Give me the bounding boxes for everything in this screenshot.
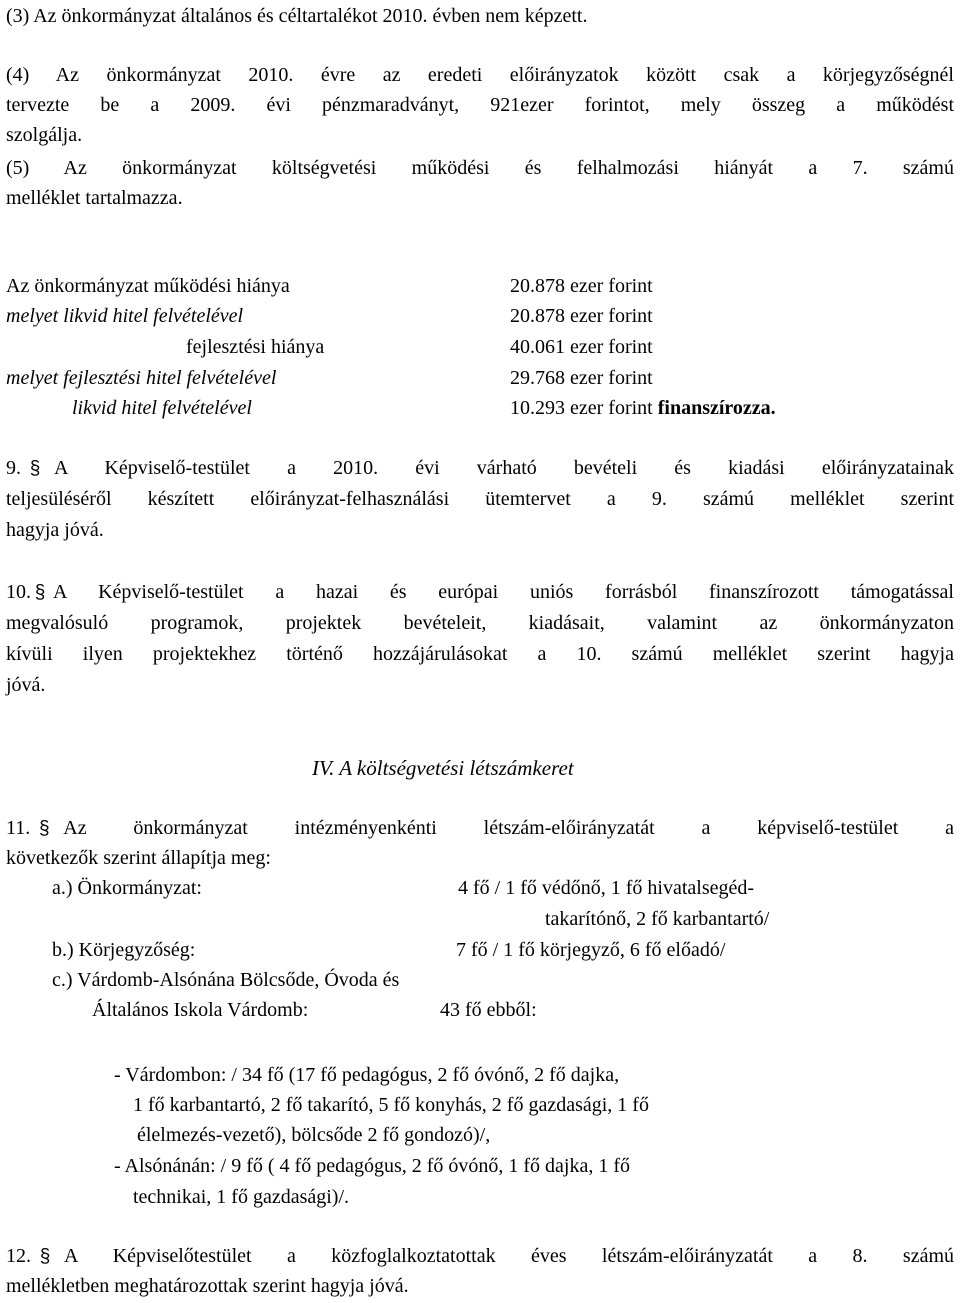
paragraph-9-text-1: A Képviselő-testület a 2010. évi várható bevételi és kiadási előirányzatainak	[54, 457, 954, 479]
paragraph-11-text-1: Az önkormányzat intézményenkénti létszám-előirányzatát a képviselő-testület a	[63, 817, 954, 839]
staff-vardomb-line-1: - Várdombon: / 34 fő (17 fő pedagógus, 2 fő óvónő, 2 fő dajka,	[114, 1064, 620, 1086]
deficit-value-amount: 10.293 ezer forint	[510, 397, 653, 419]
deficit-value-development: 40.061 ezer forint	[510, 336, 653, 358]
staff-vardomb-line-3: élelmezés-vezető), bölcsőde 2 fő gondozó)/,	[137, 1124, 491, 1146]
deficit-label-operating: Az önkormányzat működési hiánya	[6, 275, 290, 297]
section-symbol: §	[38, 818, 50, 839]
staff-a-label: a.) Önkormányzat:	[52, 877, 202, 899]
paragraph-9-number: 9.	[6, 457, 21, 479]
paragraph-10-line-1	[6, 580, 954, 605]
section-symbol: §	[39, 1246, 51, 1267]
paragraph-10-line-3: kívüli ilyen projektekhez történő hozzájárulásokat a 10. számú melléklet szerint hagyja	[6, 643, 954, 665]
paragraph-9-line-1	[6, 456, 954, 481]
paragraph-4-line-1: (4) Az önkormányzat 2010. évre az eredeti előirányzatok között csak a körjegyzőségnél	[6, 64, 954, 86]
staff-c-label-1: c.) Várdomb-Alsónána Bölcsőde, Óvoda és	[52, 969, 400, 991]
paragraph-10-line-2: megvalósuló programok, projektek bevételeit, kiadásait, valamint az önkormányzaton	[6, 612, 954, 634]
deficit-label-development-loan: melyet fejlesztési hitel felvételével	[6, 367, 277, 389]
paragraph-12-number: 12.	[6, 1245, 31, 1267]
paragraph-12-line-1	[6, 1244, 954, 1269]
paragraph-10-number: 10.	[6, 581, 31, 603]
staff-a-value-1: 4 fő / 1 fő védőnő, 1 fő hivatalsegéd-	[458, 877, 755, 899]
section-heading-iv: IV. A költségvetési létszámkeret	[312, 756, 574, 780]
staff-a-value-2: takarítónő, 2 fő karbantartó/	[545, 908, 770, 930]
staff-alsonana-line-2: technikai, 1 fő gazdasági)/.	[133, 1186, 350, 1208]
paragraph-3: (3) Az önkormányzat általános és céltartalékot 2010. évben nem képzett.	[6, 5, 588, 27]
paragraph-11-line-2: következők szerint állapítja meg:	[6, 847, 271, 869]
deficit-value-liquid-loan: 20.878 ezer forint	[510, 305, 653, 327]
paragraph-12-text-1: A Képviselőtestület a közfoglalkoztatottak éves létszám-előirányzatát a 8. számú	[64, 1245, 954, 1267]
staff-c-label-2: Általános Iskola Várdomb:	[92, 999, 309, 1021]
deficit-label-liquid-loan: melyet likvid hitel felvételével	[6, 305, 244, 327]
staff-alsonana-line-1: - Alsónánán: / 9 fő ( 4 fő pedagógus, 2 fő óvónő, 1 fő dajka, 1 fő	[114, 1155, 631, 1177]
section-symbol: §	[29, 458, 41, 479]
section-symbol: §	[34, 582, 46, 603]
deficit-value-liquid-loan-2	[510, 396, 776, 420]
staff-b-value: 7 fő / 1 fő körjegyző, 6 fő előadó/	[456, 939, 726, 961]
staff-c-value: 43 fő ebből:	[440, 999, 537, 1021]
paragraph-11-number: 11.	[6, 817, 31, 839]
paragraph-9-line-3: hagyja jóvá.	[6, 519, 104, 541]
paragraph-4-line-3: szolgálja.	[6, 124, 83, 146]
deficit-label-development: fejlesztési hiánya	[186, 336, 325, 358]
paragraph-9-line-2: teljesüléséről készített előirányzat-felhasználási ütemtervet a 9. számú melléklet szerint	[6, 488, 954, 510]
paragraph-12-line-2: mellékletben meghatározottak szerint hagyja jóvá.	[6, 1275, 409, 1297]
deficit-value-suffix: finanszírozza.	[657, 397, 776, 419]
deficit-value-development-loan: 29.768 ezer forint	[510, 367, 653, 389]
staff-vardomb-line-2: 1 fő karbantartó, 2 fő takarító, 5 fő konyhás, 2 fő gazdasági, 1 fő	[133, 1094, 649, 1116]
paragraph-5-line-1: (5) Az önkormányzat költségvetési működési és felhalmozási hiányát a 7. számú	[6, 157, 954, 179]
paragraph-5-line-2: melléklet tartalmazza.	[6, 187, 183, 209]
paragraph-10-text-1: A Képviselő-testület a hazai és európai uniós forrásból finanszírozott támogatással	[53, 581, 954, 603]
staff-b-label: b.) Körjegyzőség:	[52, 939, 196, 961]
deficit-value-operating: 20.878 ezer forint	[510, 275, 653, 297]
deficit-label-liquid-loan-2: likvid hitel felvételével	[72, 397, 252, 419]
paragraph-10-line-4: jóvá.	[6, 674, 46, 696]
paragraph-4-line-2: tervezte be a 2009. évi pénzmaradványt, 921ezer forintot, mely összeg a működést	[6, 94, 954, 116]
paragraph-11-line-1	[6, 816, 954, 841]
